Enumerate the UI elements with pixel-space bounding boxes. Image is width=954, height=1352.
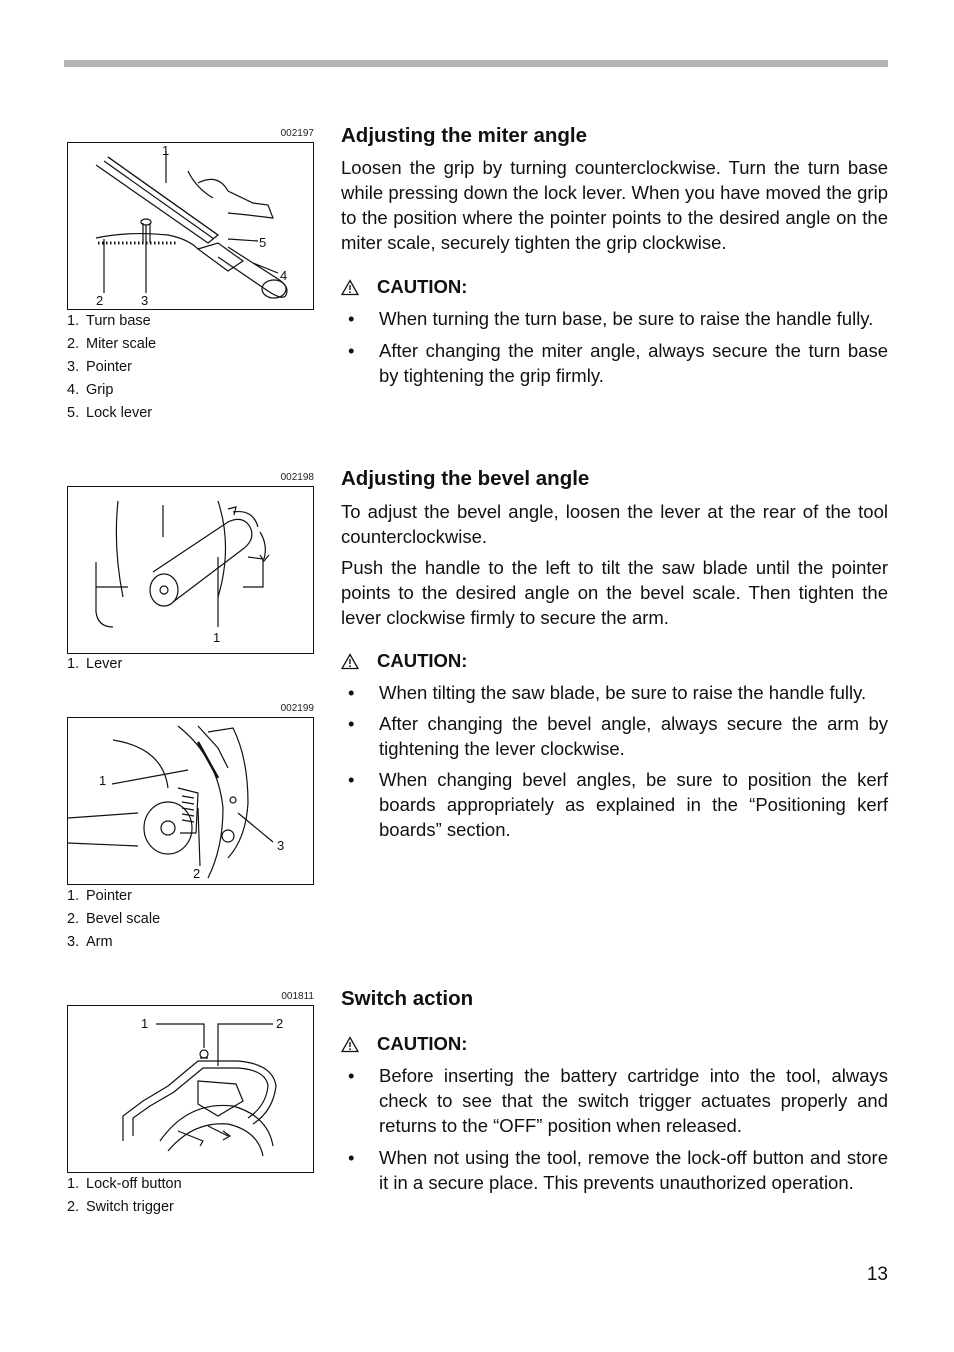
- legend-item: 5. Lock lever: [67, 405, 153, 421]
- legend-item: 2. Miter scale: [67, 336, 157, 352]
- callout-label: 4: [280, 268, 288, 283]
- legend-item: 3. Pointer: [67, 359, 132, 375]
- bevel-illustration: [67, 717, 314, 885]
- section-miter-angle: [341, 123, 888, 388]
- callout-label: 2: [96, 293, 104, 308]
- header-rule: [64, 60, 888, 67]
- legend-item: 1. Pointer: [67, 888, 132, 904]
- warning-triangle-icon: [341, 277, 361, 302]
- caution-label: CAUTION:: [377, 650, 468, 671]
- caution-list: [341, 306, 888, 388]
- section-heading: Switch action: [341, 987, 474, 1010]
- caution-item: • When changing bevel angles, be sure to position the kerf boards appropriately as explained in the “Positioning kerf boards” section.: [341, 767, 888, 842]
- callout-label: 2: [193, 866, 201, 881]
- body-paragraph: Loosen the grip by turning counterclockwise. Turn the turn base while pressing down the lock lever. When you have moved the grip to the position where the pointer points to the desired angle on the miter scale, securely tighten the grip clockwise.: [341, 157, 888, 253]
- miter-illustration: [67, 142, 314, 310]
- caution-item: • When turning the turn base, be sure to raise the handle fully.: [341, 306, 888, 331]
- body-paragraph: Push the handle to the left to tilt the saw blade until the pointer points to the desired angle on the bevel scale. Then tighten the lever clockwise firmly to secure the arm.: [341, 557, 888, 628]
- caution-heading: [341, 648, 888, 676]
- callout-label: 3: [141, 293, 149, 308]
- figure-code: 002198: [280, 472, 314, 483]
- switch-illustration: [67, 1005, 314, 1173]
- caution-list: [341, 1063, 888, 1195]
- callout-label: 1: [99, 773, 107, 788]
- section-heading: Adjusting the bevel angle: [341, 467, 590, 490]
- figure-code: 001811: [281, 991, 314, 1002]
- callout-label: 1: [141, 1016, 149, 1031]
- callout-label: 2: [276, 1016, 284, 1031]
- legend-item: 1. Lever: [67, 656, 123, 672]
- body-paragraph: To adjust the bevel angle, loosen the lever at the rear of the tool counterclockwise.: [341, 501, 888, 547]
- legend-item: 4. Grip: [67, 382, 114, 398]
- caution-item: • When tilting the saw blade, be sure to raise the handle fully.: [341, 680, 888, 705]
- callout-label: 1: [162, 143, 170, 158]
- caution-item: • Before inserting the battery cartridge into the tool, always check to see that the switch trigger actuates properly and returns to the “OFF” position when released.: [341, 1063, 888, 1138]
- section-switch-action: [341, 986, 888, 1195]
- caution-label: CAUTION:: [377, 276, 468, 297]
- caution-heading: [341, 1031, 888, 1059]
- warning-triangle-icon: [341, 651, 361, 676]
- caution-item: • After changing the bevel angle, always secure the arm by tightening the lever clockwise.: [341, 711, 888, 761]
- figure-legend: [67, 653, 122, 676]
- lever-illustration: [67, 486, 314, 654]
- caution-label: CAUTION:: [377, 1033, 468, 1054]
- figure-legend: [67, 885, 160, 954]
- figure-code: 002197: [280, 128, 314, 139]
- callout-label: 3: [277, 838, 285, 853]
- caution-item: • When not using the tool, remove the lock-off button and store it in a secure place. This prevents unauthorized operation.: [341, 1145, 888, 1195]
- section-heading: Adjusting the miter angle: [341, 124, 588, 147]
- legend-item: 1. Turn base: [67, 313, 151, 329]
- caution-list: [341, 680, 888, 842]
- legend-item: 3. Arm: [67, 934, 113, 950]
- callout-label: 5: [259, 235, 267, 250]
- section-bevel-angle: [341, 466, 888, 842]
- caution-heading: [341, 274, 888, 302]
- caution-item: • After changing the miter angle, always secure the turn base by tightening the grip firmly.: [341, 338, 888, 388]
- figure-code: 002199: [280, 703, 314, 714]
- figure-legend: [67, 310, 156, 425]
- figure-legend: [67, 1173, 182, 1219]
- legend-item: 2. Switch trigger: [67, 1199, 174, 1215]
- legend-item: 1. Lock-off button: [67, 1176, 182, 1192]
- warning-triangle-icon: [341, 1034, 361, 1059]
- page-number: 13: [866, 1264, 888, 1285]
- legend-item: 2. Bevel scale: [67, 911, 161, 927]
- callout-label: 1: [213, 630, 221, 645]
